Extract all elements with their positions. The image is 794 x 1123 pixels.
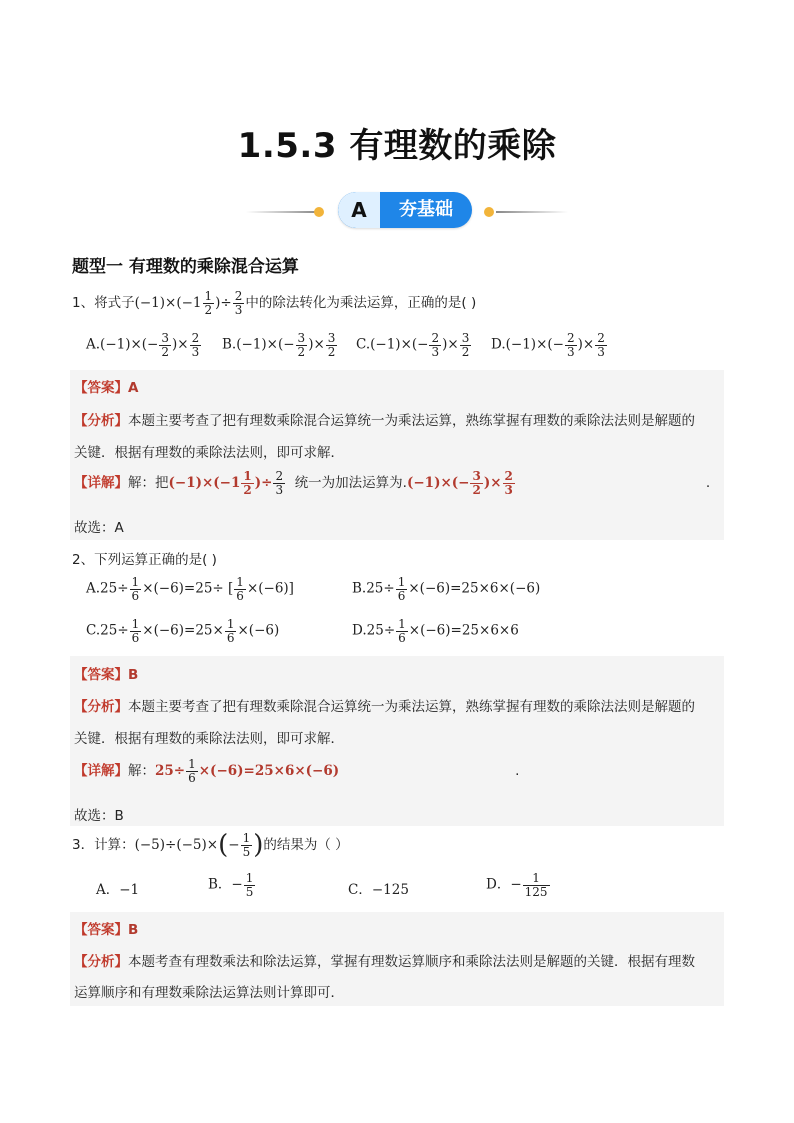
answer-line: 【答案】B [74, 922, 139, 938]
level-badge [338, 192, 472, 228]
analysis-line: 【分析】本题考查有理数乘法和除法运算，掌握有理数运算顺序和乘除法法则是解题的关键．根据有理数 [74, 954, 695, 970]
detail-line: 【详解】解：25÷ $\frac{1}{6}$ ×(−6)=25×6×(−6) . [74, 757, 520, 785]
fraction: $\frac{1}{2}$ [204, 289, 213, 317]
question-2-option-d[interactable]: D.25÷ $\frac{1}{6}$ ×(−6)=25×6×6 [352, 617, 519, 645]
analysis-line-continued: 关键．根据有理数的乘除法法则，即可求解． [74, 445, 344, 461]
question-1-option-a[interactable]: A.(−1)×(− $\frac{3}{2}$ )× $\frac{2}{3}$ [86, 331, 200, 359]
decorative-dot [484, 207, 494, 217]
choice-line: 故选：A [74, 520, 124, 536]
analysis-line-continued: 运算顺序和有理数乘除法运算法则计算即可． [74, 985, 344, 1001]
question-3-prompt: 3．计算：(−5)÷(−5)×(− $\frac{1}{5}$ )的结果为（ ） [72, 830, 349, 860]
page-title: 1.5.3 有理数的乘除 [237, 126, 557, 166]
decorative-line [496, 211, 568, 213]
section-heading: 题型一 有理数的乘除混合运算 [72, 257, 299, 277]
question-2-solution-box [70, 656, 724, 826]
question-2-option-a[interactable]: A.25÷ $\frac{1}{6}$ ×(−6)=25÷ [ $\frac{1}{6}$ ×(−6)] [86, 575, 294, 603]
question-2-option-c[interactable]: C.25÷ $\frac{1}{6}$ ×(−6)=25× $\frac{1}{6}$ ×(−6) [86, 617, 280, 645]
analysis-line-continued: 关键．根据有理数的乘除法法则，即可求解． [74, 731, 344, 747]
decorative-dot [314, 207, 324, 217]
decorative-line [246, 211, 318, 213]
fraction: $\frac{2}{3}$ [234, 289, 243, 317]
question-3-option-a[interactable]: A．−1 [96, 882, 140, 898]
level-badge-row [0, 192, 794, 230]
analysis-line: 【分析】本题主要考查了把有理数乘除混合运算统一为乘法运算，熟练掌握有理数的乘除法法则是解题的 [74, 699, 695, 715]
question-3-solution-box [70, 912, 724, 1006]
question-1-option-c[interactable]: C.(−1)×(− $\frac{2}{3}$ )× $\frac{3}{2}$ [356, 331, 470, 359]
question-2-prompt: 2、下列运算正确的是( ) [72, 552, 217, 568]
badge-text: 夯基础 [399, 199, 453, 220]
answer-line: 【答案】A [74, 380, 139, 396]
question-1-option-b[interactable]: B.(−1)×(− $\frac{3}{2}$ )× $\frac{3}{2}$ [222, 331, 336, 359]
analysis-line: 【分析】本题主要考查了把有理数乘除混合运算统一为乘法运算，熟练掌握有理数的乘除法法则是解题的 [74, 413, 695, 429]
question-3-option-c[interactable]: C．−125 [348, 882, 409, 898]
question-3-option-d[interactable]: D．− $\frac{1}{125}$ [486, 871, 548, 899]
detail-line: 【详解】解：把(−1)×(−1 $\frac{1}{2}$ )÷ $\frac{2}{3}$ 统一为加法运算为.(−1)×(− $\frac{3}{2}$ )× $\frac{2}{3}$ . [74, 469, 711, 497]
answer-line: 【答案】B [74, 667, 139, 683]
question-2-option-b[interactable]: B.25÷ $\frac{1}{6}$ ×(−6)=25×6×(−6) [352, 575, 541, 603]
question-1-option-d[interactable]: D.(−1)×(− $\frac{2}{3}$ )× $\frac{2}{3}$ [491, 331, 605, 359]
choice-line: 故选：B [74, 808, 124, 824]
badge-letter: A [338, 192, 380, 228]
question-3-option-b[interactable]: B．− $\frac{1}{5}$ [208, 871, 254, 899]
question-1-solution-box [70, 370, 724, 540]
question-1-prompt: 1、将式子(−1)×(−1 $\frac{1}{2}$ )÷ $\frac{2}{3}$ 中的除法转化为乘法运算，正确的是( ) [72, 289, 477, 317]
